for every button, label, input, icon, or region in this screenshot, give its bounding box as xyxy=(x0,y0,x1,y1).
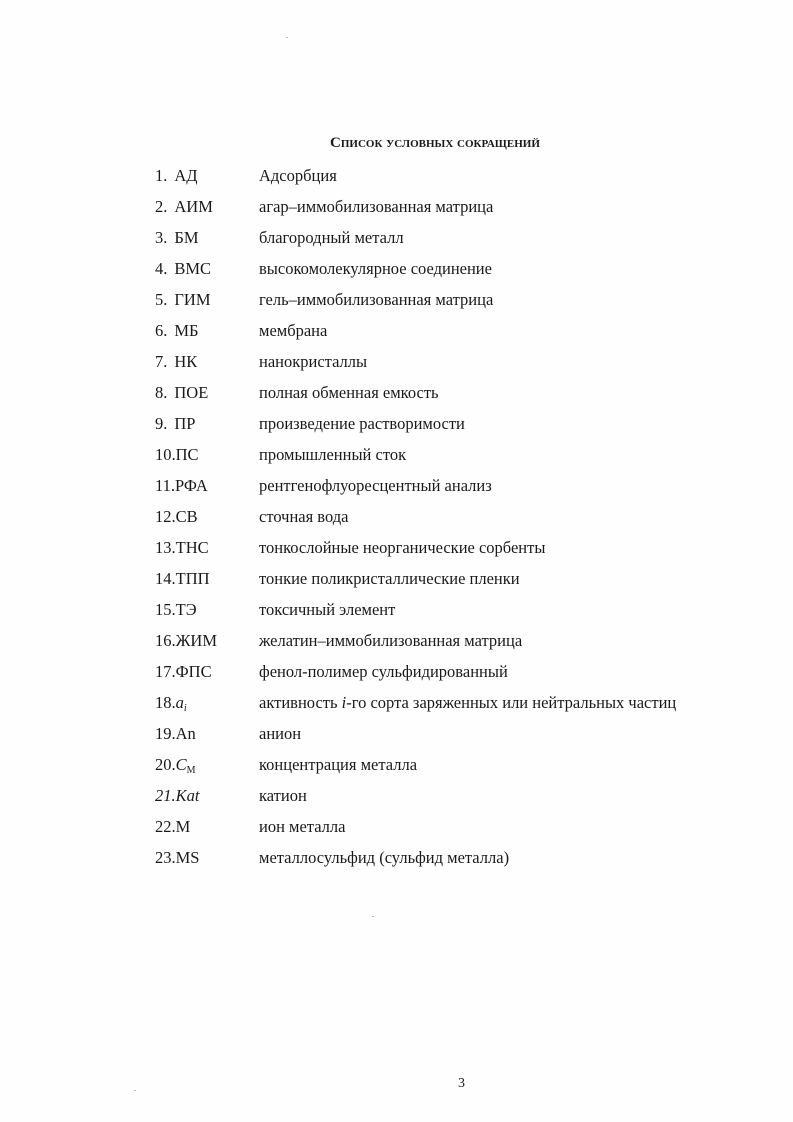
abbreviation: 14.ТПП xyxy=(155,569,210,588)
definition: полная обменная емкость xyxy=(259,383,439,402)
definition: металлосульфид (сульфид металла) xyxy=(259,848,510,867)
definition: высокомолекулярное соединение xyxy=(259,259,492,278)
abbreviation: 19.An xyxy=(155,724,196,743)
scan-speck xyxy=(286,37,288,38)
abbreviation: 11.РФА xyxy=(155,476,208,495)
definition: промышленный сток xyxy=(259,445,407,464)
abbreviation: 7. НК xyxy=(155,352,198,371)
abbreviation: 13.ТНС xyxy=(155,538,209,557)
definition: произведение растворимости xyxy=(259,414,465,433)
abbreviation: 1. АД xyxy=(155,166,198,185)
scan-speck xyxy=(134,1090,136,1091)
definition: токсичный элемент xyxy=(259,600,396,619)
definition: фенол-полимер сульфидированный xyxy=(259,662,508,681)
abbreviation: 23.MS xyxy=(155,848,200,867)
abbreviation: 4. ВМС xyxy=(155,259,212,278)
definition: ион металла xyxy=(259,817,346,836)
abbreviation: 10.ПС xyxy=(155,445,199,464)
abbreviation: 16.ЖИМ xyxy=(155,631,217,650)
abbreviation: $18.a_i$ xyxy=(155,693,187,714)
abbreviation: 22.M xyxy=(155,817,191,836)
page-title: Список условных сокращений xyxy=(330,135,540,151)
abbreviation: 15.ТЭ xyxy=(155,600,197,619)
definition: нанокристаллы xyxy=(259,352,368,371)
abbreviation: 21.Kat xyxy=(155,786,200,805)
definition: рентгенофлуоресцентный анализ xyxy=(259,476,492,495)
definition: тонкие поликристаллические пленки xyxy=(259,569,520,588)
definition: гель–иммобилизованная матрица xyxy=(259,290,494,309)
definition: мембрана xyxy=(259,321,328,340)
abbreviation: 6. МБ xyxy=(155,321,199,340)
scan-speck xyxy=(372,916,374,917)
abbreviation: 9. ПР xyxy=(155,414,196,433)
abbreviation: 2. АИМ xyxy=(155,197,213,216)
abbreviation: 17.ФПС xyxy=(155,662,212,681)
definition: благородный металл xyxy=(259,228,404,247)
page-number: 3 xyxy=(458,1076,465,1091)
abbreviation: $20.C_M$ xyxy=(155,755,196,776)
definition: Адсорбция xyxy=(259,166,337,185)
abbreviation: 12.СВ xyxy=(155,507,198,526)
abbreviation: 5. ГИМ xyxy=(155,290,211,309)
abbreviation: 8. ПОЕ xyxy=(155,383,209,402)
definition: сточная вода xyxy=(259,507,349,526)
definition: агар–иммобилизованная матрица xyxy=(259,197,494,216)
definition: концентрация металла xyxy=(259,755,418,774)
definition: желатин–иммобилизованная матрица xyxy=(259,631,523,650)
definition: активность i-го сорта заряженных или нейтральных частиц xyxy=(259,693,677,712)
definition: анион xyxy=(259,724,302,743)
abbreviation: 3. БМ xyxy=(155,228,199,247)
definition: катион xyxy=(259,786,307,805)
definition: тонкослойные неорганические сорбенты xyxy=(259,538,546,557)
